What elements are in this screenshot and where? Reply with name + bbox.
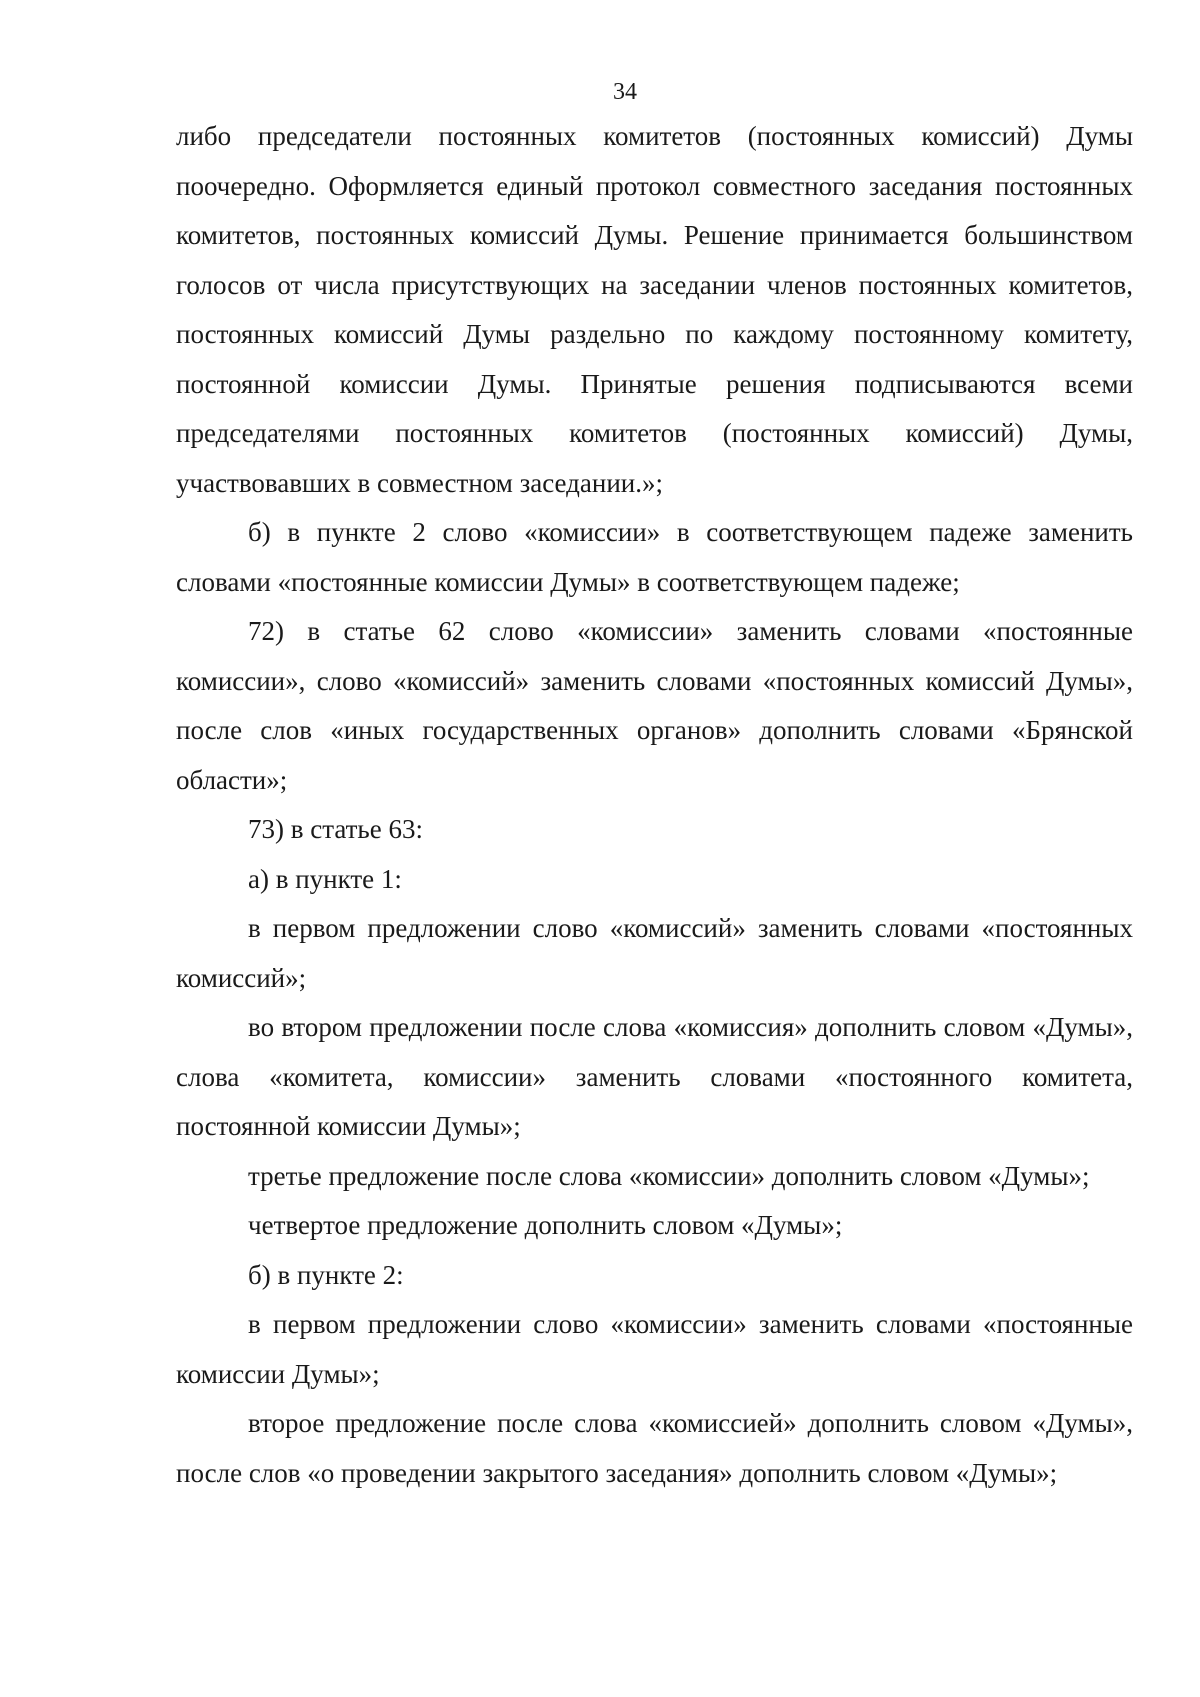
paragraph-item-b-point-2: б) в пункте 2 слово «комиссии» в соответствующем падеже заменить словами «постоянные комиссии Думы» в соответствующем падеже; bbox=[176, 517, 1133, 597]
paragraph-second-sentence-point-2: второе предложение после слова «комиссией» дополнить словом «Думы», после слов «о проведении закрытого заседания» дополнить словом «Думы»; bbox=[176, 1408, 1133, 1488]
paragraph-fourth-sentence: четвертое предложение дополнить словом «Думы»; bbox=[248, 1210, 843, 1240]
paragraph-item-72: 72) в статье 62 слово «комиссии» заменить словами «постоянные комиссии», слово «комиссий» заменить словами «постоянных комиссий Думы», после слов «иных государственных органов» дополнить словами «Брянской области»; bbox=[176, 616, 1133, 795]
paragraph-first-sentence: в первом предложении слово «комиссий» заменить словами «постоянных комиссий»; bbox=[176, 913, 1133, 993]
paragraph-continuation: либо председатели постоянных комитетов (постоянных комиссий) Думы поочередно. Оформляется единый протокол совместного заседания постоянных комитетов, постоянных комиссий Думы. Решение принимается большинством голосов от числа присутствующих на заседании членов постоянных комитетов, постоянных комиссий Думы раздельно по каждому постоянному комитету, постоянной комиссии Думы. Принятые решения подписываются всеми председателями постоянных комитетов (постоянных комиссий) Думы, участвовавших в совместном заседании.»; bbox=[176, 121, 1133, 498]
paragraph-item-73: 73) в статье 63: bbox=[248, 814, 423, 844]
paragraph-item-a-point-1: а) в пункте 1: bbox=[248, 863, 402, 894]
document-body bbox=[176, 112, 1133, 1498]
paragraph-item-b-point-2-sub: б) в пункте 2: bbox=[248, 1259, 404, 1290]
paragraph-third-sentence: третье предложение после слова «комиссии» дополнить словом «Думы»; bbox=[248, 1160, 1090, 1191]
page-number: 34 bbox=[613, 79, 637, 105]
paragraph-first-sentence-point-2: в первом предложении слово «комиссии» заменить словами «постоянные комиссии Думы»; bbox=[176, 1309, 1133, 1389]
paragraph-second-sentence: во втором предложении после слова «комиссия» дополнить словом «Думы», слова «комитета, комиссии» заменить словами «постоянного комитета, постоянной комиссии Думы»; bbox=[176, 1012, 1133, 1141]
